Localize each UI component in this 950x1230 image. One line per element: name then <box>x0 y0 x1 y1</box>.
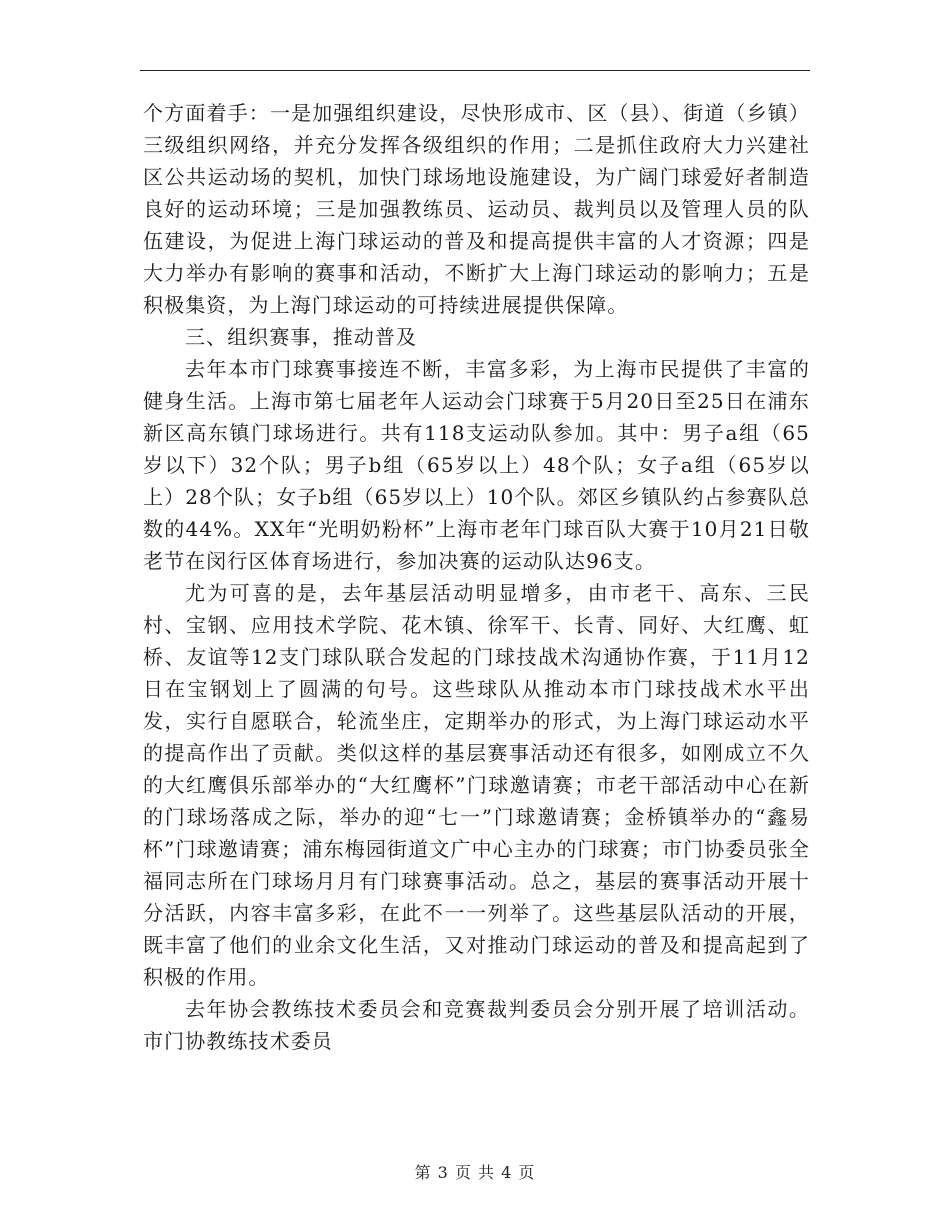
section-heading-events: 三、组织赛事，推动普及 <box>185 325 418 349</box>
header-rule <box>140 70 810 71</box>
paragraph-grassroots-activities: 尤为可喜的是，去年基层活动明显增多，由市老干、高东、三民村、宝钢、应用技术学院、花木镇、徐军干、长青、同好、大红鹰、虹桥、友谊等12支门球队联合发起的门球技战术沟通协作赛，于11月12日在宝钢划上了圆满的句号。这些球队从推动本市门球技战术水平出发，实行自愿联合，轮流坐庄，定期举办的形式，为上海门球运动水平的提高作出了贡献。类似这样的基层赛事活动还有很多，如刚成立不久的大红鹰俱乐部举办的“大红鹰杯”门球邀请赛；市老干部活动中心在新的门球场落成之际，举办的迎“七一”门球邀请赛；金桥镇举办的“鑫易杯”门球邀请赛；浦东梅园街道文广中心主办的门球赛；市门协委员张全福同志所在门球场月月有门球赛事活动。总之，基层的赛事活动开展十分活跃，内容丰富多彩，在此不一一列举了。这些基层队活动的开展，既丰富了他们的业余文化生活，又对推动门球运动的普及和提高起到了积极的作用。 <box>143 581 810 989</box>
document-body <box>143 97 810 1057</box>
paragraph-events-summary: 去年本市门球赛事接连不断，丰富多彩，为上海市民提供了丰富的健身生活。上海市第七届老年人运动会门球赛于5月20日至25日在浦东新区高东镇门球场进行。共有118支运动队参加。其中：男子a组（65岁以下）32个队；男子b组（65岁以上）48个队；女子a组（65岁以上）28个队；女子b组（65岁以上）10个队。郊区乡镇队约占参赛队总数的44%。XX年“光明奶粉杯”上海市老年门球百队大赛于10月21日敬老节在闵行区体育场进行，参加决赛的运动队达96支。 <box>143 357 810 573</box>
page-number-footer: 第 3 页 共 4 页 <box>414 1163 536 1182</box>
paragraph-organization-plan: 个方面着手：一是加强组织建设，尽快形成市、区（县）、街道（乡镇）三级组织网络，并充分发挥各级组织的作用；二是抓住政府大力兴建社区公共运动场的契机，加快门球场地设施建设，为广阔门球爱好者制造良好的运动环境；三是加强教练员、运动员、裁判员以及管理人员的队伍建设，为促进上海门球运动的普及和提高提供丰富的人才资源；四是大力举办有影响的赛事和活动，不断扩大上海门球运动的影响力；五是积极集资，为上海门球运动的可持续进展提供保障。 <box>143 101 810 317</box>
paragraph-training: 去年协会教练技术委员会和竞赛裁判委员会分别开展了培训活动。市门协教练技术委员 <box>143 997 810 1053</box>
